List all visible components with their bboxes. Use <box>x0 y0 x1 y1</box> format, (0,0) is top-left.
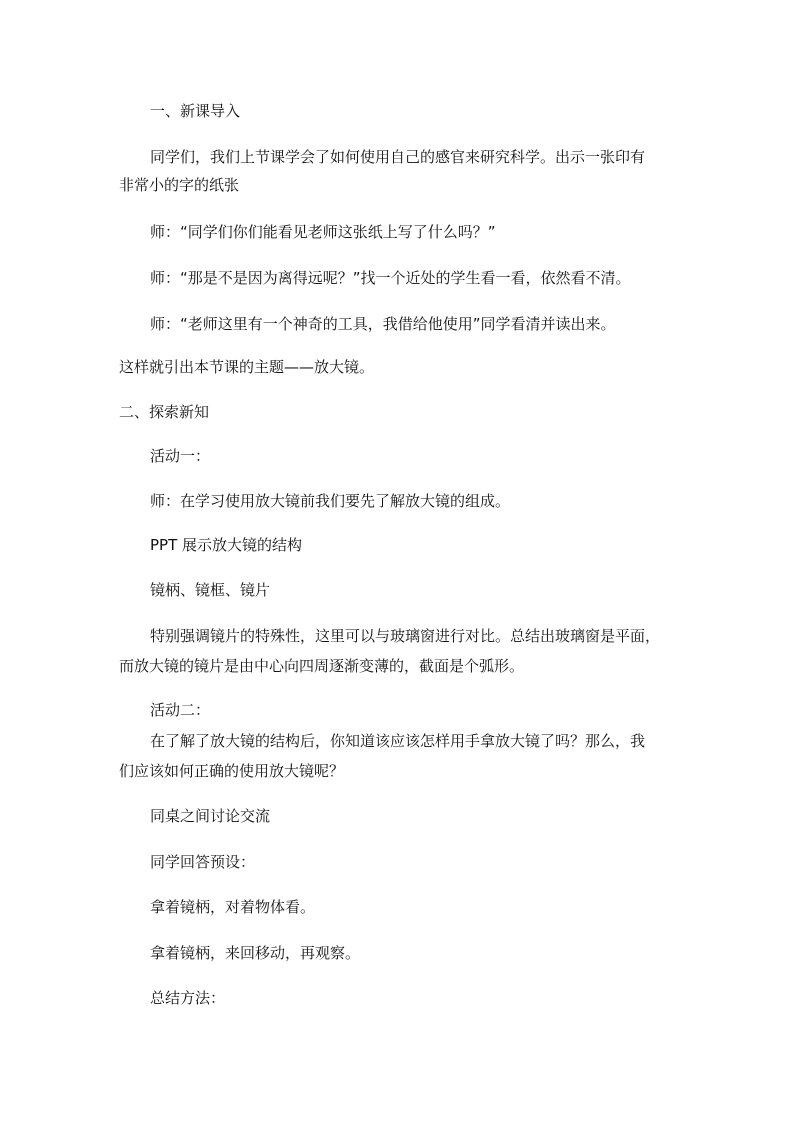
paragraph-line: 在了解了放大镜的结构后，你知道该应该怎样用手拿放大镜了吗？那么，我 <box>150 732 646 750</box>
section-heading-intro: 一、新课导入 <box>150 102 241 120</box>
paragraph-line: 们应该如何正确的使用放大镜呢？ <box>119 762 345 780</box>
paragraph-line: 同学回答预设： <box>150 853 256 871</box>
paragraph-line: 同桌之间讨论交流 <box>150 807 271 825</box>
paragraph-line: 师：在学习使用放大镜前我们要先了解放大镜的组成。 <box>150 492 511 510</box>
activity-label: 活动一： <box>150 447 211 465</box>
paragraph-line: 特别强调镜片的特殊性，这里可以与玻璃窗进行对比。总结出玻璃窗是平面， <box>150 627 661 645</box>
section-heading-explore: 二、探索新知 <box>119 403 210 421</box>
paragraph-line: PPT 展示放大镜的结构 <box>150 536 303 554</box>
paragraph-line: 总结方法： <box>150 989 226 1007</box>
paragraph-line: 镜柄、镜框、镜片 <box>150 581 271 599</box>
paragraph-line: 非常小的字的纸张 <box>119 176 240 194</box>
paragraph-line: 而放大镜的镜片是由中心向四周逐渐变薄的，截面是个弧形。 <box>119 657 525 675</box>
paragraph-line: 这样就引出本节课的主题——放大镜。 <box>119 358 375 376</box>
dialogue-line: 师：“同学们你们能看见老师这张纸上写了什么吗？” <box>150 223 496 241</box>
paragraph-line: 拿着镜柄，来回移动，再观察。 <box>150 944 361 962</box>
dialogue-line: 师：“老师这里有一个神奇的工具，我借给他使用”同学看清并读出来。 <box>150 315 616 333</box>
paragraph-line: 同学们，我们上节课学会了如何使用自己的感官来研究科学。出示一张印有 <box>150 148 646 166</box>
activity-label: 活动二： <box>150 701 211 719</box>
dialogue-line: 师：“那是不是因为离得远呢？”找一个近处的学生看一看，依然看不清。 <box>150 269 631 287</box>
paragraph-line: 拿着镜柄，对着物体看。 <box>150 898 316 916</box>
